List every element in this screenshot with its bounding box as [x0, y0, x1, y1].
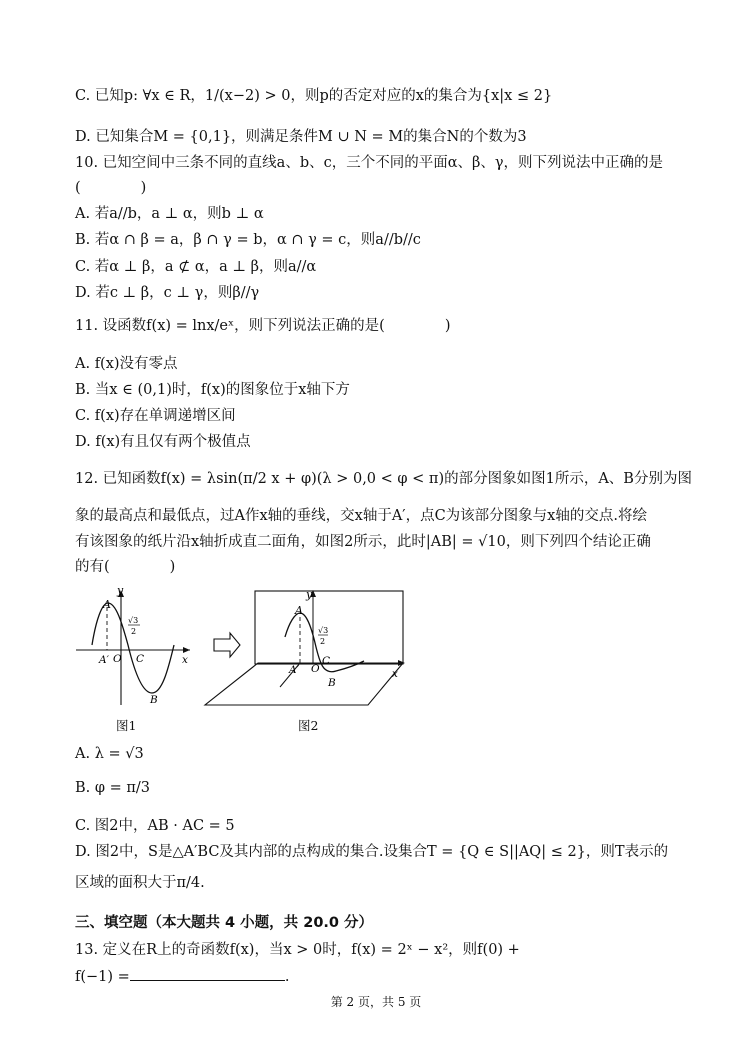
line-q12-b: 象的最高点和最低点，过A作x轴的垂线，交x轴于A′，点C为该部分图象与x轴的交点.将绘 — [75, 508, 647, 524]
arrow-icon — [214, 633, 240, 657]
line-q12-a: 12. 已知函数f(x) = λsin(π/2 x + φ)(λ > 0,0 < φ < π)的部分图象如图1所示，A、B分别为图 — [75, 471, 692, 487]
label-o: O — [113, 653, 122, 665]
label-root3-2: √3 — [318, 626, 329, 635]
option-q11-c: C. f(x)存在单调递增区间 — [75, 408, 236, 424]
line-q13-b — [75, 966, 289, 987]
line-q12-c: 有该图象的纸片沿x轴折成直二面角，如图2所示，此时|AB| = √10，则下列四个结论正确 — [75, 534, 651, 550]
option-q12-c: C. 图2中，AB · AC = 5 — [75, 818, 235, 834]
label-y-2: y — [306, 588, 313, 601]
paren-close: ) — [169, 559, 176, 575]
q13-text: f(−1) = — [75, 969, 130, 985]
paren-open: ( — [75, 180, 81, 196]
label-c-2: C — [322, 655, 331, 667]
option-q10-a: A. 若a//b，a ⊥ α，则b ⊥ α — [75, 206, 264, 222]
option-q11-b: B. 当x ∈ (0,1)时，f(x)的图象位于x轴下方 — [75, 382, 350, 398]
paren-close: ) — [444, 318, 451, 334]
option-q12-d-cont: 区域的面积大于π/4. — [75, 875, 205, 891]
figure-1-caption: 图1 — [116, 718, 137, 733]
label-y: y — [117, 585, 124, 597]
line-q9d: D. 已知集合M = {0,1}，则满足条件M ∪ N = M的集合N的个数为3 — [75, 129, 527, 145]
label-two-2: 2 — [320, 637, 326, 646]
option-q12-a: A. λ = √3 — [75, 746, 144, 762]
line-q13-a: 13. 定义在R上的奇函数f(x)，当x > 0时，f(x) = 2ˣ − x²，则f(0) + — [75, 942, 520, 958]
figure-q12 — [0, 585, 752, 745]
label-a-prime: A′ — [99, 654, 109, 666]
label-a: A — [103, 598, 111, 611]
figure-2 — [205, 588, 405, 705]
q12-text: 的有( — [75, 559, 110, 575]
answer-blank[interactable] — [130, 966, 285, 981]
label-a-2: A — [295, 604, 303, 617]
paren-close: ) — [140, 180, 147, 196]
q11-text: 11. 设函数f(x) = lnx/eˣ，则下列说法正确的是( — [75, 318, 385, 334]
label-x: x — [182, 654, 188, 666]
option-q12-d: D. 图2中，S是△A′BC及其内部的点构成的集合.设集合T = {Q ∈ S||AQ| ≤ 2}，则T表示的 — [75, 844, 669, 860]
label-o-2: O — [311, 663, 320, 675]
page-footer: 第 2 页，共 5 页 — [330, 995, 422, 1009]
label-c: C — [136, 653, 145, 665]
option-q10-c: C. 若α ⊥ β，a ⊄ α，a ⊥ β，则a//α — [75, 259, 317, 275]
option-q10-b: B. 若α ∩ β = a，β ∩ γ = b，α ∩ γ = c，则a//b//c — [75, 232, 421, 248]
line-q12-d — [75, 557, 175, 577]
label-x-2: x — [392, 668, 398, 680]
label-root3: √3 — [128, 616, 139, 625]
label-b: B — [150, 694, 158, 706]
line-q11-stem — [75, 316, 451, 336]
figure-1 — [76, 585, 190, 706]
figure-2-caption: 图2 — [298, 718, 319, 733]
option-q11-a: A. f(x)没有零点 — [75, 356, 178, 372]
option-q11-d: D. f(x)有且仅有两个极值点 — [75, 434, 251, 450]
q13-period: . — [284, 969, 290, 985]
section-3-heading: 三、填空题（本大题共 4 小题，共 20.0 分） — [75, 915, 374, 931]
label-b-2: B — [328, 677, 336, 689]
option-q12-b: B. φ = π/3 — [75, 780, 151, 796]
option-q10-d: D. 若c ⊥ β，c ⊥ γ，则β//γ — [75, 285, 260, 301]
label-a-prime-2: A′ — [289, 664, 299, 676]
line-q9c: C. 已知p: ∀x ∈ R，1/(x−2) > 0，则p的否定对应的x的集合为{x|x ≤ 2} — [75, 88, 553, 104]
line-q10-paren — [75, 178, 146, 198]
line-q10-stem: 10. 已知空间中三条不同的直线a、b、c，三个不同的平面α、β、γ，则下列说法中正确的是 — [75, 155, 664, 171]
label-two: 2 — [131, 627, 137, 636]
